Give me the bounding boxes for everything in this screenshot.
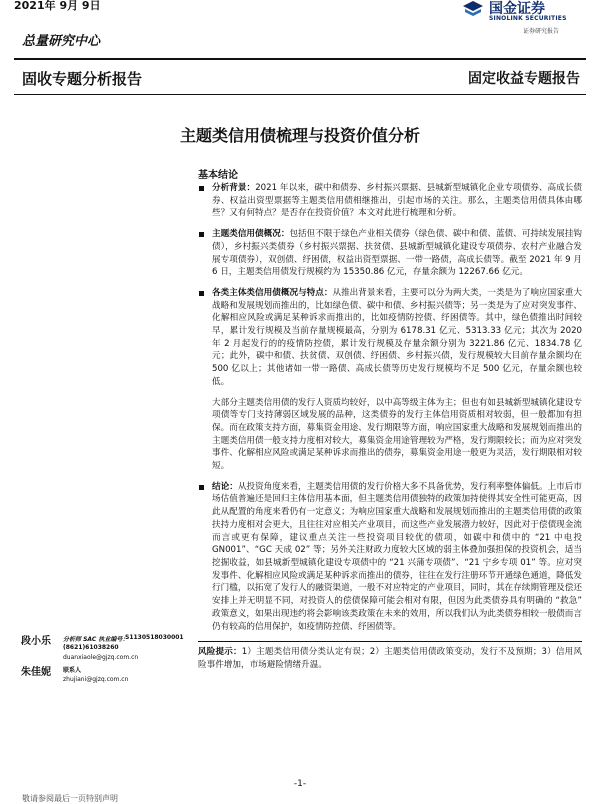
paragraph-conclusion — [198, 481, 582, 633]
text-issuer-quality: 大部分主题类信用债的发行人资质均较好，以中高等级主体为主；但也有如县城新型城镇化建设专项债等专门支持薄弱区域发展的品种，这类债券的发行主体信用资质相对较弱，但一般都加有担保。而在政策支持方面，募集资金用途、发行期限等方面，响应国家重大战略和发展规划而推出的主题类信用债一般支持力度相对较大，募集资金用途管理较为严格，发行期限较长；而为应对突发事件、化解相应风险或满足某种诉求而推出的债券，募集资金用途一般更为灵活，发行期限相对较短。 — [212, 397, 582, 472]
contact-name: 朱佳妮 — [21, 667, 51, 678]
logo-name-en: SINOLINK SECURITIES — [489, 15, 567, 22]
text-background: 2021 年以来，碳中和债券、乡村振兴票据、县城新型城镇化企业专项债券、高成长债券、权益出资型票据等主题类信用债相继推出，引起市场的关注。那么，主题类信用债具体由哪些？又有何特点？是否存在投资价值？本文对此进行梳理和分析。 — [212, 183, 582, 219]
report-title: 主题类信用债梳理与投资价值分析 — [179, 126, 420, 145]
logo-subtitle: 证券研究报告 — [523, 28, 560, 35]
logo-mark-icon — [461, 0, 485, 18]
paragraph-risk — [198, 641, 582, 671]
contact-role: 联系人 — [63, 667, 82, 674]
contact-email[interactable]: zhujiani@gjzq.com.cn — [63, 676, 129, 683]
logo-name-cn: 国金证券 — [489, 1, 545, 17]
label-background: 分析背景： — [212, 183, 256, 193]
section-title: 基本结论 — [198, 170, 238, 181]
label-features: 各类主体类信用债概况与特点： — [212, 287, 333, 298]
label-conclusion: 结论： — [212, 481, 238, 492]
author-role: 分析师 SAC 执业编号： — [63, 636, 129, 643]
label-overview: 主题类信用债概况： — [212, 229, 290, 240]
paragraph-issuer-quality — [198, 397, 582, 473]
research-center: 总量研究中心 — [22, 34, 101, 49]
text-features: 从推出背景来看，主要可以分为两大类，一类是为了响应国家重大战略和发展规划而推出的，比如绿色债、碳中和债、乡村振兴债等；另一类是为了应对突发事件、化解相应风险或满足某种诉求而推出的，比如疫情防控债、纾困债等。其中，绿色债推出时间较早，累计发行规模及当前存量规模最高，分别为 6178.31 亿元、5313.33 亿元；其次为 2020 年 2 月起发行的的疫情防控债，累计发行规模及存量余额分别为 3221.86 亿元、1834.78 亿元；此外，碳中和债、扶贫债、双创债、纾困债、乡村振兴债，发行规模较大目前存量余额均在 500 亿以上；其他诸如一带一路债、高成长债等历史发行规模均不足 500 亿元，存量余额也较低。 — [212, 287, 582, 387]
main-content — [198, 182, 582, 680]
text-conclusion: 从投资角度来看，主题类信用债的发行价格大多不具备优势，发行利率整体偏低。上市后市场估值普遍还是回归主体信用基本面，但主题类信用债独特的政策加持使得其安全性可能更高，因此从配置的角度来看仍有一定意义；为响应国家重大战略和发展规划而推出的主题类信用债的政策扶持力度相对会更大，且往往对应相关产业项目，而这些产业发展潜力较好，因此对于偿债现金流而言或更有保障，建议重点关注一些投资项目较优的债项，如碳中和债中的 “21 中电投 GN001”、“GC 天成 02” 等；另外关注财政力度较大区域的弱主体叠加强担保的投资机会，适当挖掘收益，如县城新型城镇化建设专项债中的 “21 兴蒲专项债”、“21 宁乡专项 01” 等。应对突发事件、化解相应风险或满足某种诉求而推出的债券，往往在发行注册环节开通绿色通道，降低发行门槛，以拓宽了发行人的融资渠道，一般不对应特定的产业项目，同时，其在存续期管理及偿还安排上并无明显不同，对投资人的偿债保障可能会相对有限，但因为此类债券具有明确的 “救急” 政策意义，如果出现违约将会影响该类政策在未来的效用，所以我们认为此类债券相较一般债而言仍有较高的信用保护，如疫情防控债、纾困债等。 — [212, 481, 582, 632]
author-phone: (8621)61038260 — [63, 644, 119, 651]
paragraph-background — [198, 182, 582, 220]
page-number: -1- — [293, 779, 307, 789]
header-divider-bottom — [14, 94, 586, 95]
text-risk: 1）主题类信用债分类认定有误；2）主题类信用债政策变动，发行不及预期；3）信用风险事件增加，市场避险情绪升温。 — [198, 647, 582, 670]
text-overview: 包括但不限于绿色产业相关债券（绿色债、碳中和债、蓝债、可持续发展挂钩债），乡村振兴类债券（乡村振兴票据、扶贫债、县城新型城镇化建设专项债券、农村产业融合发展专项债券），双创债、纾困债，权益出资型票据、一带一路债，高成长债等。截至 2021 年 9 月 6 日，主题类信用债发行规模约为 15350.86 亿元，存量余额为 12267.66 亿元。 — [212, 229, 582, 278]
report-date: 2021年 9月 9日 — [14, 0, 101, 12]
company-logo — [455, 0, 600, 34]
paragraph-features — [198, 287, 582, 389]
paragraph-overview — [198, 228, 582, 279]
footer-note: 敬请参阅最后一页特别声明 — [22, 794, 118, 803]
label-risk: 风险提示： — [198, 647, 242, 658]
report-type: 固收专题分析报告 — [22, 70, 143, 88]
author-sac-code: S1130518030001 — [125, 634, 184, 641]
header-divider-top — [14, 58, 586, 60]
report-category: 固定收益专题报告 — [468, 71, 580, 87]
author-email[interactable]: duanxiaole@gjzq.com.cn — [63, 654, 139, 661]
author-name: 段小乐 — [21, 636, 51, 647]
